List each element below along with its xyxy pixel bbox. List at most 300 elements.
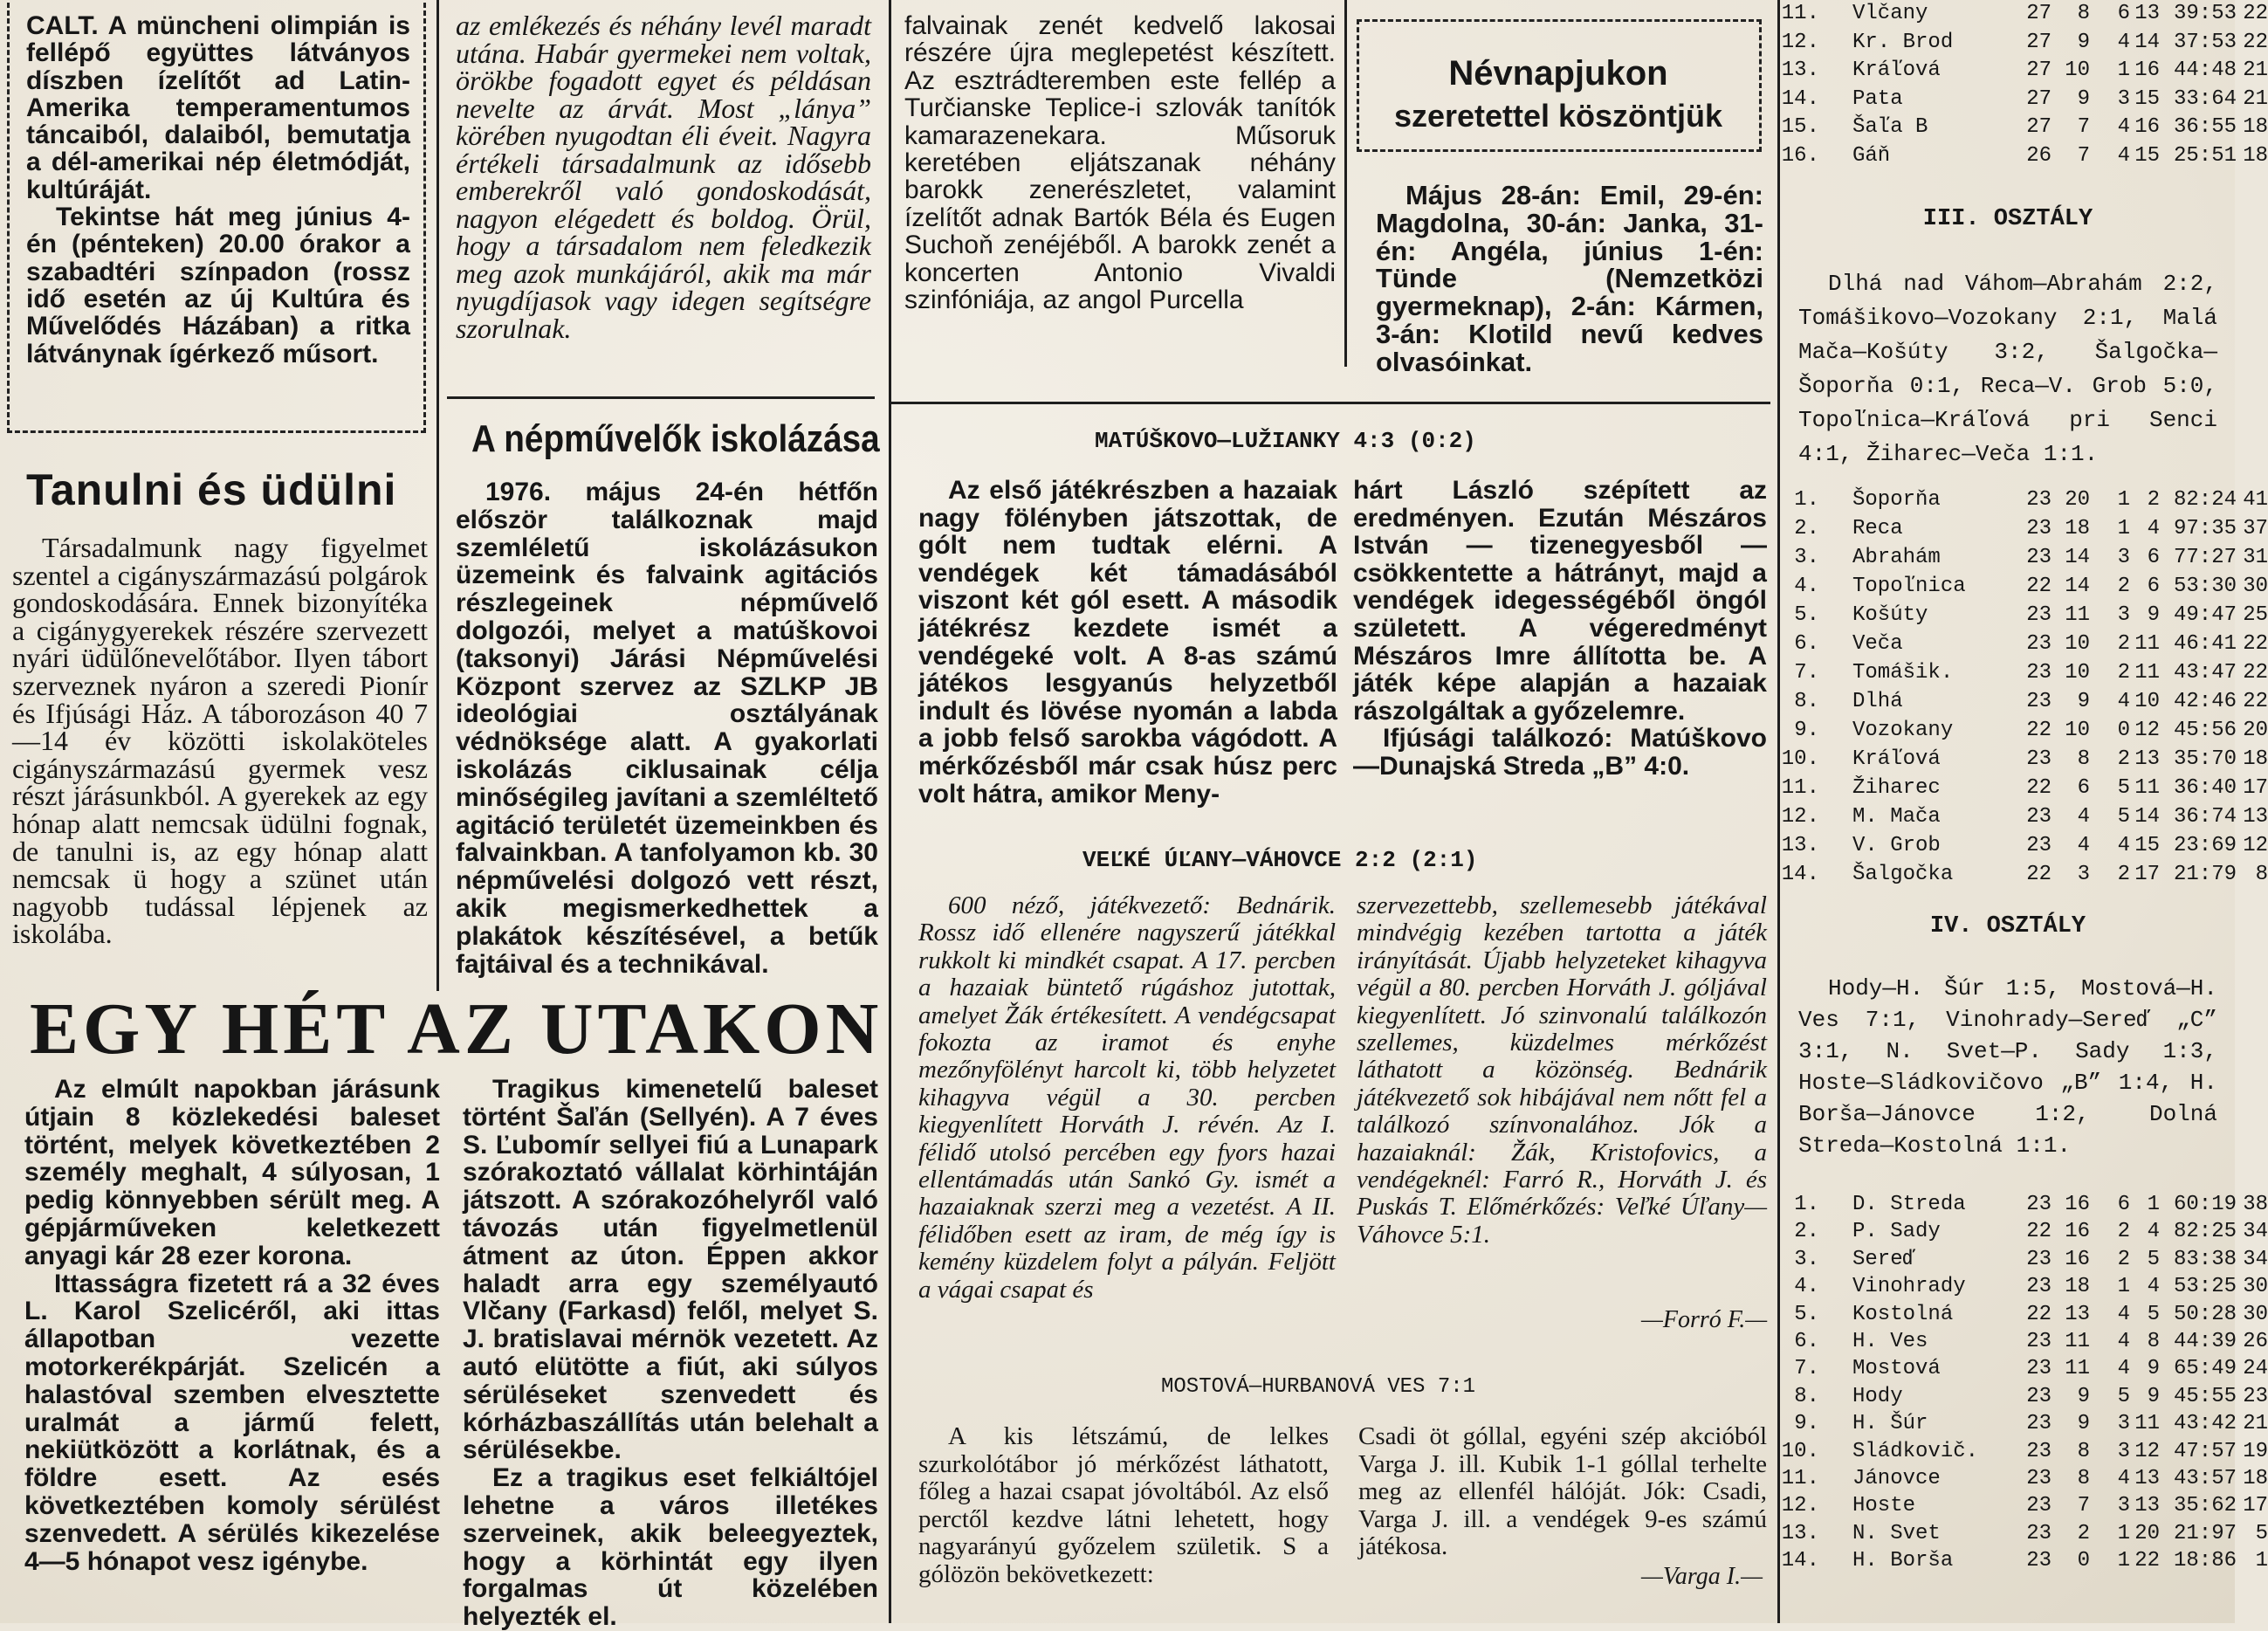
table-cell: 27 (2026, 58, 2052, 82)
table-cell: 8 (2077, 2, 2090, 25)
match-1-youth: Ifjúsági találkozó: Matúškovo —Dunajská Streda „B” 4:0. (1353, 724, 1767, 781)
table-cell: 8 (2147, 1329, 2160, 1353)
table-cell: 36:74 (2174, 805, 2237, 829)
table-cell: 12 (2134, 719, 2160, 742)
table-cell: 15 (2134, 834, 2160, 857)
table-cell: 23 (2243, 1384, 2268, 1408)
match-3-signature: —Varga I.— (1641, 1563, 1763, 1590)
table-cell: 6. (1794, 1329, 1819, 1353)
table-cell: 82:25 (2174, 1220, 2237, 1244)
column-divider-3 (1777, 0, 1780, 1623)
table-cell: 22 (2243, 661, 2268, 685)
iv-results (1798, 973, 2217, 1161)
table-cell: 83:38 (2174, 1247, 2237, 1271)
table-cell: 77:27 (2174, 546, 2237, 569)
col3-top-article (904, 12, 1336, 313)
table-cell: 11 (2065, 1329, 2090, 1353)
table-cell: 10 (2065, 632, 2090, 656)
table-cell: 2 (2147, 488, 2160, 512)
nevnap-title-2: szeretettel köszöntjük (1393, 98, 1723, 134)
nevnap-text: Május 28-án: Emil, 29-én: Magdolna, 30-án: Janka, 31-én: Angéla, június 1-én: Tünde (Nemzetközi gyermeknap), 2-án: Kármen, 3-án: Klotild nevű kedves olvasóinkat. (1376, 180, 1763, 377)
match-1-text-b: hárt László szépített az eredményen. Ezután Mészáros István — tizenegyesből — csökkentette a hátrányt, majd a vendégek idegességéből öngól született. A végeredményt Mészáros Imre állította be. A játék képe alapján a hazaiak rászolgáltak a győzelemre. (1353, 476, 1767, 726)
table-row (1790, 658, 2268, 687)
table-cell: 16 (2134, 58, 2160, 82)
team-name: Topoľnica (1852, 575, 1966, 598)
table-cell: 4 (2147, 1220, 2160, 1244)
team-name: Kr. Brod (1852, 30, 1954, 54)
table-cell: 10. (1781, 747, 1819, 771)
team-name: Gáň (1852, 143, 1891, 168)
table-cell: 50:28 (2174, 1302, 2237, 1326)
table-cell: 39:53 (2174, 2, 2237, 25)
table-cell: 18:86 (2174, 1549, 2237, 1573)
table-cell: 13 (2134, 1494, 2160, 1518)
table-cell: 4 (2077, 834, 2090, 857)
table-cell: 34 (2243, 1220, 2268, 1244)
table-cell: 3 (2117, 603, 2130, 627)
table-cell: 26 (2243, 1329, 2268, 1353)
table-row (1781, 142, 2268, 171)
table-cell: 3 (2117, 86, 2130, 111)
table-cell: 4 (2117, 143, 2130, 168)
table-cell: 8. (1794, 1384, 1819, 1408)
table-cell: 22 (2026, 719, 2052, 742)
table-cell: 24 (2243, 1357, 2268, 1381)
nevnap-divider (1344, 0, 1347, 367)
team-name: H. Šúr (1852, 1412, 1928, 1436)
table-cell: 13 (2065, 1302, 2090, 1326)
table-cell: 1 (2117, 58, 2130, 82)
table-cell: 21 (2243, 58, 2268, 82)
table-cell: 9 (2077, 86, 2090, 111)
table-cell: 35:62 (2174, 1494, 2237, 1518)
team-name: Šalgočka (1852, 863, 1954, 886)
table-cell: 16. (1781, 143, 1819, 168)
table-cell: 47:57 (2174, 1439, 2237, 1463)
match-2-col-a (918, 892, 1336, 1304)
table-cell: 22 (2243, 690, 2268, 713)
table-row (1790, 514, 2268, 543)
match-3-title: MOSTOVÁ—HURBANOVÁ VES 7:1 (1161, 1375, 1476, 1399)
table-cell: 1 (2117, 1549, 2130, 1573)
table-cell: 23 (2026, 747, 2052, 771)
iii-title: III. OSZTÁLY (1922, 206, 2093, 232)
table-cell: 23 (2026, 603, 2052, 627)
egy-het-text-b: Ittasságra fizetett rá a 32 éves L. Karol Szelicéről, aki ittas állapotban vezette motorkerékpárját. Szelicén a halastóval szemben elvesztette uralmát a jármű felett, nekiütközött a korlátnak, és a földre esett. Az esés következtében komoly sérülést szenvedett. A sérülés kikezelése 4—5 hónapot vesz igénybe. (24, 1269, 440, 1576)
table-cell: 3 (2077, 863, 2090, 886)
table-row (1790, 630, 2268, 658)
table-cell: 7 (2077, 1494, 2090, 1518)
table-cell: 34 (2243, 1247, 2268, 1271)
team-name: Sládkovič. (1852, 1439, 1979, 1463)
team-name: Dlhá (1852, 690, 1903, 713)
table-cell: 16 (2065, 1220, 2090, 1244)
nepmuvelok-article (456, 478, 878, 978)
table-cell: 16 (2134, 115, 2160, 139)
table-row (1781, 29, 2268, 58)
table-cell: 23 (2026, 805, 2052, 829)
match-3-text-b: Csadi öt góllal, egyéni szép akcióból Varga J. ill. Kubik 1-1 góllal terhelte meg az ellenfél hálóját. Jók: Csadi, Varga J. ill. a vendégek 9-es számú játékosa. (1358, 1422, 1767, 1561)
table-row (1790, 1191, 2268, 1218)
table-cell: 8 (2077, 1466, 2090, 1490)
table-cell: 18 (2065, 1275, 2090, 1299)
table-cell: 23 (2026, 661, 2052, 685)
table-cell: 1 (2117, 1275, 2130, 1299)
table-cell: 27 (2026, 86, 2052, 111)
table-row (1781, 745, 2268, 774)
table-cell: 23 (2026, 1466, 2052, 1490)
table-cell: 0 (2117, 719, 2130, 742)
table-cell: 4 (2147, 1275, 2160, 1299)
table-cell: 18 (2065, 517, 2090, 540)
table-cell: 35:70 (2174, 747, 2237, 771)
table-cell: 7. (1794, 1357, 1819, 1381)
table-cell: 4 (2117, 30, 2130, 54)
table-row (1781, 86, 2268, 114)
top-table (1781, 0, 2268, 170)
table-cell: 1 (2117, 517, 2130, 540)
table-cell: 5 (2117, 776, 2130, 800)
column-divider-2 (889, 0, 891, 1623)
table-cell: 1 (2117, 1521, 2130, 1545)
table-cell: 23 (2026, 517, 2052, 540)
table-row (1790, 1218, 2268, 1245)
table-cell: 4 (2117, 1302, 2130, 1326)
team-name: Kostolná (1852, 1302, 1954, 1326)
table-cell: 20 (2243, 719, 2268, 742)
iv-results-text: Hody—H. Šúr 1:5, Mostová—H. Ves 7:1, Vinohrady—Sereď „C” 3:1, N. Svet—P. Sady 1:3, Hoste—Sládkovičovo „B” 1:4, H. Borša—Jánovce 1:2, Dolná Streda—Kostolná 1:1. (1798, 975, 2217, 1159)
table-cell: 4 (2077, 805, 2090, 829)
table-cell: 18 (2243, 1466, 2268, 1490)
team-name: Kráľová (1852, 747, 1941, 771)
table-row (1790, 1246, 2268, 1273)
table-cell: 2 (2077, 1521, 2090, 1545)
table-cell: 6 (2147, 546, 2160, 569)
table-cell: 13 (2134, 1466, 2160, 1490)
table-cell: 2. (1794, 517, 1819, 540)
table-cell: 23 (2026, 1357, 2052, 1381)
egy-het-col1 (24, 1076, 440, 1575)
table-cell: 41 (2243, 488, 2268, 512)
match-3-text-a: A kis létszámú, de lelkes szurkolótábor jó mérkőzést láthatott, főleg a hazai csapat jóvoltából. Az első perctől kezdve látni lehetett, hogy nagyarányú győzelem születik. S a gólözön bekövetkezett: (918, 1422, 1329, 1588)
team-name: H. Ves (1852, 1329, 1928, 1353)
table-cell: 25:51 (2174, 143, 2237, 168)
table-cell: 10. (1781, 1439, 1819, 1463)
table-cell: 45:55 (2174, 1384, 2237, 1408)
table-row (1781, 1520, 2268, 1547)
table-cell: 42:46 (2174, 690, 2237, 713)
table-cell: 5. (1794, 1302, 1819, 1326)
table-cell: 17 (2243, 1494, 2268, 1518)
culture-box-text-2: Tekintse hát meg június 4-én (pénteken) 20.00 órakor a szabadtéri színpadon (rossz idő esetén az új Kultúra és Művelődés Házában) a ritka látványnak ígérkező műsort. (26, 203, 410, 368)
table-cell: 23 (2026, 632, 2052, 656)
match-1-title: MATÚŠKOVO—LUŽIANKY 4:3 (0:2) (1095, 428, 1476, 454)
table-cell: 9 (2077, 690, 2090, 713)
iii-table (1781, 485, 2268, 889)
table-row (1781, 1547, 2268, 1574)
table-cell: 22 (2026, 575, 2052, 598)
table-cell: 21 (2243, 1412, 2268, 1436)
table-cell: 23 (2026, 1329, 2052, 1353)
match-3-col-b (1358, 1423, 1767, 1561)
table-cell: 3 (2117, 546, 2130, 569)
nepmuvelok-text: 1976. május 24-én hétfőn először találkoznak majd szemléletű iskolázásukon üzemeink és falvaink agitációs részlegeinek népművelő dolgozói, melyet a matúškovoi (taksonyi) Járási Népművelési Központ szervez az SZLKP JB ideológiai osztályának védnöksége alatt. A gyakorlati iskolázás ciklusainak célja minőségileg javítani a szemléltető agitáció területét üzemeinkben és falvainkban. A tanfolyamon kb. 30 népművelési dolgozó vett részt, akik megismerkedhettek a plakátok készítésével, a betűk fajtáival és a technikával. (456, 478, 878, 979)
table-cell: 23 (2026, 1247, 2052, 1271)
table-cell: 13 (2134, 2, 2160, 25)
table-cell: 9 (2077, 1412, 2090, 1436)
table-cell: 18 (2243, 115, 2268, 139)
table-cell: 45:56 (2174, 719, 2237, 742)
table-row (1790, 687, 2268, 716)
table-cell: 23:69 (2174, 834, 2237, 857)
table-cell: 12 (2134, 1439, 2160, 1463)
table-cell: 49:47 (2174, 603, 2237, 627)
table-cell: 33:64 (2174, 86, 2237, 111)
table-cell: 23 (2026, 1494, 2052, 1518)
table-cell: 30 (2243, 1275, 2268, 1299)
table-cell: 4 (2117, 834, 2130, 857)
team-name: N. Svet (1852, 1521, 1941, 1545)
egy-het-text-c: Tragikus kimenetelű baleset történt Šaľán (Sellyén). A 7 éves S. Ľubomír sellyei fiú a Lunapark szórakoztató vállalat körhintáján játszott. A szórakozóhelyről való távozás után figyelmetlenül átment az úton. Éppen akkor haladt arra egy személyautó Vlčany (Farkasd) felől, melyet S. J. bratislavai mérnök vezetett. Az autó elütötte a fiút, aki súlyos sérüléseket szenvedett és kórházbaszállítás után belehalt a sérülésekbe. (463, 1075, 878, 1465)
col2-top-text: az emlékezés és néhány levél maradt utána. Habár gyermekei nem voltak, örökbe fogadott egyet és példásan nevelte az árvát. Most „lánya” körében nyugodtan éli éveit. Nagyra értékeli társadalmunk az idősebb emberekről való gondoskodását, nagyon elégedett és boldog. Örül, hogy a társadalom nem feledkezik meg azok munkájáról, akik ma már nyugdíjasok vagy idegen segítségre szorulnak. (456, 10, 871, 344)
table-cell: 15 (2134, 143, 2160, 168)
table-cell: 43:42 (2174, 1412, 2237, 1436)
table-cell: 12. (1781, 30, 1819, 54)
table-cell: 7. (1794, 661, 1819, 685)
table-cell: 26 (2026, 143, 2052, 168)
egy-het-headline: EGY HÉT AZ UTAKON (30, 988, 883, 1070)
column-divider-1 (436, 0, 439, 991)
table-cell: 82:24 (2174, 488, 2237, 512)
table-row (1781, 1492, 2268, 1519)
team-name: D. Streda (1852, 1193, 1966, 1216)
table-row (1790, 716, 2268, 745)
table-row (1781, 114, 2268, 142)
table-cell: 12. (1781, 1494, 1819, 1518)
table-cell: 1. (1794, 1193, 1819, 1216)
table-cell: 43:57 (2174, 1466, 2237, 1490)
table-cell: 23 (2026, 1275, 2052, 1299)
team-name: Hody (1852, 1384, 1903, 1408)
table-cell: 11. (1781, 1466, 1819, 1490)
table-cell: 22 (2026, 1302, 2052, 1326)
table-cell: 6 (2077, 776, 2090, 800)
table-cell: 9 (2077, 1384, 2090, 1408)
table-cell: 21:97 (2174, 1521, 2237, 1545)
match-2-text-b: szervezettebb, szellemesebb játékával mindvégig kezében tartotta a játék irányítását. Újabb helyzeteket kihagyva végül a 80. percben Horváth J. góljával kiegyenlített. Jó szinvonalú találkozón szellemes, küzdelmes mérkőzést láthatott a közönség. Bednárik játékvezető sok hibájával nem nőtt fel a találkozó színvonalához. Jók a hazaiaknál: Žák, Kristofovics, a vendégeknél: Farró R., Horváth J. és Puskás T. Előmérkőzés: Veľké Úľany—Váhovce 5:1. (1357, 891, 1767, 1249)
table-cell: 11 (2134, 661, 2160, 685)
iv-table (1781, 1191, 2268, 1574)
table-cell: 22 (2243, 2, 2268, 25)
match-2-signature: —Forró F.— (1641, 1306, 1768, 1333)
table-cell: 6 (2147, 575, 2160, 598)
table-cell: 8 (2255, 863, 2268, 886)
table-cell: 12. (1781, 805, 1819, 829)
table-cell: 60:19 (2174, 1193, 2237, 1216)
table-cell: 3. (1794, 546, 1819, 569)
match-1-text-a: Az első játékrészben a hazaiak nagy fölényben játszottak, de gólt nem tudtak elérni. A vendégek két támadásából viszont két gól esett. A második játékrész kezdete ismét a vendégeké volt. A 8-as számú játékos lesgyanús helyzetből indult és lövése nyomán a labda a jobb felső sarokba vágódott. A mérkőzésből már csak húsz perc volt hátra, amikor Meny- (918, 476, 1337, 809)
table-cell: 12 (2243, 834, 2268, 857)
iii-results-text: Dlhá nad Váhom—Abrahám 2:2, Tomášikovo—Vozokany 2:1, Malá Mača—Košúty 3:2, Šalgočka—Šoporňa 0:1, Reca—V. Grob 5:0, Topoľnica—Kráľová pri Senci 4:1, Žiharec—Veča 1:1. (1798, 271, 2217, 467)
table-cell: 1 (2255, 1549, 2268, 1573)
culture-box-text-1: CALT. A müncheni olimpián is fellépő együttes látványos díszben ízelítőt ad Latin-Amerika temperamentumos táncaiból, dalaiból, bemutatja a dél-amerikai nép életmódját, kultúráját. (26, 11, 410, 204)
table-cell: 44:48 (2174, 58, 2237, 82)
table-cell: 30 (2243, 575, 2268, 598)
table-cell: 6 (2117, 2, 2130, 25)
team-name: Hoste (1852, 1494, 1916, 1518)
iii-results (1798, 267, 2217, 471)
table-cell: 21:79 (2174, 863, 2237, 886)
sports-top-rule (890, 402, 1770, 404)
table-row (1781, 831, 2268, 860)
table-cell: 1. (1794, 488, 1819, 512)
table-cell: 17 (2134, 863, 2160, 886)
table-cell: 14. (1781, 1549, 1819, 1573)
table-cell: 9 (2147, 603, 2160, 627)
table-row (1781, 802, 2268, 831)
table-cell: 10 (2065, 58, 2090, 82)
table-cell: 4. (1794, 1275, 1819, 1299)
table-row (1790, 1273, 2268, 1300)
nepmuvelok-headline: A népművelők iskolázása (471, 417, 880, 460)
table-cell: 14 (2134, 805, 2160, 829)
table-cell: 13. (1781, 834, 1819, 857)
table-cell: 23 (2026, 546, 2052, 569)
table-row (1781, 0, 2268, 29)
table-row (1781, 57, 2268, 86)
table-cell: 27 (2026, 30, 2052, 54)
table-cell: 8 (2077, 747, 2090, 771)
table-row (1781, 1438, 2268, 1465)
table-cell: 6. (1794, 632, 1819, 656)
table-cell: 13. (1781, 58, 1819, 82)
col2-divider (447, 396, 875, 399)
table-cell: 10 (2065, 719, 2090, 742)
iv-title: IV. OSZTÁLY (1929, 913, 2086, 939)
table-row (1790, 601, 2268, 630)
team-name: Jánovce (1852, 1466, 1941, 1490)
table-cell: 9 (2147, 1357, 2160, 1381)
table-cell: 19 (2243, 1439, 2268, 1463)
match-2-col-b (1357, 892, 1767, 1249)
team-name: M. Mača (1852, 805, 1941, 829)
team-name: Tomášik. (1852, 661, 1954, 685)
table-cell: 11. (1781, 2, 1819, 25)
table-cell: 23 (2026, 690, 2052, 713)
table-cell: 2 (2117, 1220, 2130, 1244)
match-3-col-a (918, 1423, 1329, 1589)
table-row (1790, 543, 2268, 572)
table-cell: 9 (2147, 1384, 2160, 1408)
tanulni-article (12, 534, 428, 948)
table-cell: 6 (2117, 1193, 2130, 1216)
table-row (1781, 774, 2268, 802)
table-cell: 20 (2134, 1521, 2160, 1545)
table-cell: 17 (2243, 776, 2268, 800)
table-cell: 11 (2134, 632, 2160, 656)
team-name: Reca (1852, 517, 1903, 540)
team-name: Šaľa B (1852, 115, 1928, 139)
table-cell: 25 (2243, 603, 2268, 627)
table-cell: 23 (2026, 1439, 2052, 1463)
table-cell: 37 (2243, 517, 2268, 540)
table-cell: 23 (2026, 1549, 2052, 1573)
table-cell: 7 (2077, 143, 2090, 168)
table-row (1790, 1355, 2268, 1382)
table-cell: 4 (2147, 517, 2160, 540)
table-cell: 23 (2026, 1384, 2052, 1408)
culture-box (26, 12, 410, 368)
table-cell: 2 (2117, 747, 2130, 771)
table-cell: 23 (2026, 834, 2052, 857)
table-cell: 9 (2077, 30, 2090, 54)
table-cell: 1 (2117, 488, 2130, 512)
table-row (1790, 1328, 2268, 1355)
table-row (1781, 860, 2268, 889)
egy-het-text-d: Ez a tragikus eset felkiáltójel lehetne a város illetékes szerveinek, akik beleegyeztek, hogy a körhintát egy ilyen forgalmas út közelében helyezték el. (463, 1463, 878, 1631)
table-cell: 14 (2065, 546, 2090, 569)
table-cell: 5 (2147, 1302, 2160, 1326)
tanulni-headline: Tanulni és üdülni (26, 465, 397, 514)
table-cell: 22 (2243, 632, 2268, 656)
table-cell: 14 (2065, 575, 2090, 598)
table-cell: 1 (2147, 1193, 2160, 1216)
table-cell: 22 (2026, 863, 2052, 886)
table-cell: 15 (2134, 86, 2160, 111)
team-name: Košúty (1852, 603, 1928, 627)
egy-het-col2 (463, 1076, 878, 1631)
table-cell: 3 (2117, 1412, 2130, 1436)
team-name: Pata (1852, 86, 1903, 111)
table-cell: 2 (2117, 575, 2130, 598)
table-cell: 10 (2065, 661, 2090, 685)
table-row (1781, 1465, 2268, 1492)
table-cell: 9. (1794, 719, 1819, 742)
table-cell: 38 (2243, 1193, 2268, 1216)
table-cell: 27 (2026, 2, 2052, 25)
table-cell: 2 (2117, 1247, 2130, 1271)
egy-het-text-a: Az elmúlt napokban járásunk útjain 8 közlekedési baleset történt, melyek következtében 2 személy meghalt, 4 súlyosan, 1 pedig könnyebben sérült meg. A gépjárműveken keletkezett anyagi kár 28 ezer korona. (24, 1075, 440, 1270)
table-cell: 4. (1794, 575, 1819, 598)
table-cell: 4 (2117, 1329, 2130, 1353)
table-cell: 11. (1781, 776, 1819, 800)
team-name: Žiharec (1852, 776, 1941, 800)
table-cell: 10 (2134, 690, 2160, 713)
table-cell: 16 (2065, 1247, 2090, 1271)
table-cell: 2 (2117, 863, 2130, 886)
table-cell: 16 (2065, 1193, 2090, 1216)
table-cell: 4 (2117, 690, 2130, 713)
team-name: V. Grob (1852, 834, 1941, 857)
table-cell: 46:41 (2174, 632, 2237, 656)
table-cell: 44:39 (2174, 1329, 2237, 1353)
table-cell: 5 (2117, 805, 2130, 829)
match-2-text-a: 600 néző, játékvezető: Bednárik. Rossz idő ellenére nagyszerű játékkal rukkolt ki mindkét csapat. A 17. percben a hazaiak büntető rúgáshoz jutottak, amelyet Žák értékesített. A vendégcsapat fokozta az iramot és enyhe mezőnyfölényt harcolt ki, több helyzetet kihagyva végül a 30. percben kiegyenlített Horváth J. révén. Az I. félidő utolsó percében egy fyors hazai ellentámadás után Sankó Gy. ismét a hazaiaknak szerzi meg a vezetést. A II. félidőben esett az iram, de még így is kemény küzdelem folyt a pályán. Feljött a vágai csapat és (918, 891, 1336, 1304)
team-name: Mostová (1852, 1357, 1941, 1381)
table-cell: 4 (2117, 1466, 2130, 1490)
table-cell: 2. (1794, 1220, 1819, 1244)
table-cell: 11 (2134, 1412, 2160, 1436)
table-cell: 23 (2026, 1412, 2052, 1436)
team-name: Vlčany (1852, 2, 1928, 25)
table-cell: 22 (2026, 776, 2052, 800)
table-cell: 13. (1781, 1521, 1819, 1545)
match-1-col-b (1353, 477, 1767, 781)
table-cell: 5 (2117, 1384, 2130, 1408)
table-cell: 53:30 (2174, 575, 2237, 598)
table-row (1790, 572, 2268, 601)
table-row (1790, 1410, 2268, 1437)
